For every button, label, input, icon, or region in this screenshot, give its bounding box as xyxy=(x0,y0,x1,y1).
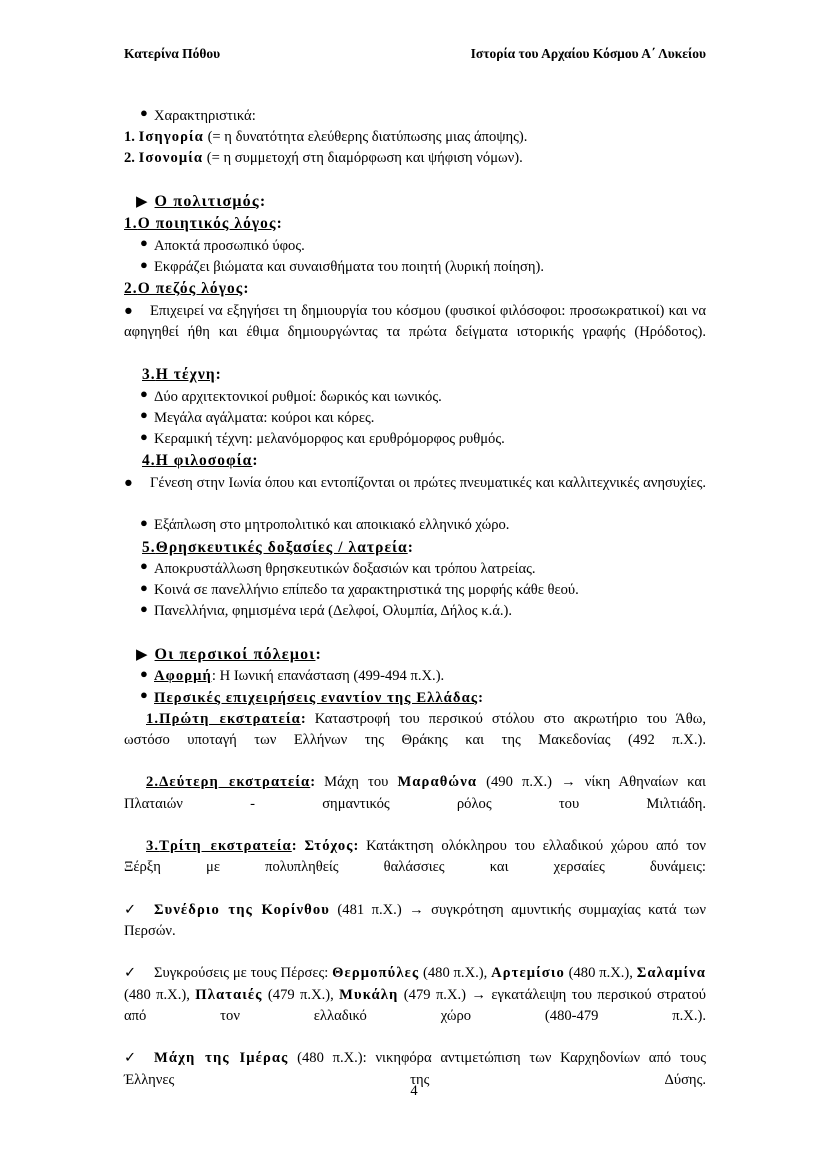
campaign-title-tail: : xyxy=(310,774,316,791)
campaign-title: Δεύτερη εκστρατεία xyxy=(159,774,311,791)
checkpoint-text-after: συγκρότηση αμυντικής συμμαχίας κατά των Περσών. xyxy=(124,901,706,939)
page-header xyxy=(124,46,706,62)
battle-name: Σαλαμίνα xyxy=(636,965,706,982)
subsection-number: 1. xyxy=(124,215,138,233)
checkpoint-item xyxy=(124,1048,706,1112)
section-heading-culture-text: Ο πολιτισμός xyxy=(154,192,260,210)
header-author: Κατερίνα Πόθου xyxy=(124,46,221,61)
bullet-icon: ● xyxy=(140,428,148,444)
battle-name: Μυκάλη xyxy=(339,986,399,1003)
checkpoint-text-mid: (481 π.Χ.) xyxy=(329,901,410,918)
characteristics-label-row xyxy=(124,106,706,127)
checkpoint-lead-text: Συγκρούσεις με τους Πέρσες: xyxy=(154,965,333,982)
campaign-item xyxy=(124,709,706,773)
bullet-text: Αποκρυστάλλωση θρησκευτικών δοξασιών και τρόπου λατρείας. xyxy=(154,560,536,577)
campaign-title-tail: : xyxy=(300,710,306,727)
triangle-icon: ▶ xyxy=(136,193,148,210)
check-icon: ✓ xyxy=(124,965,137,982)
checkpoint-text-after: (480 π.Χ.): νικηφόρα αντιμετώπιση των Καρχηδονίων από τους Έλληνες της Δύσης. xyxy=(124,1050,707,1088)
checkpoint-item xyxy=(124,900,706,964)
section-heading-culture xyxy=(124,190,706,214)
campaign-title-tail: : xyxy=(291,838,297,855)
characteristic-item xyxy=(124,148,706,169)
bullet-icon: ● xyxy=(140,600,148,616)
subsection-tail: : xyxy=(276,215,282,233)
subsection-heading xyxy=(124,450,706,472)
subsection-title: Ο πεζός λόγος xyxy=(137,280,244,298)
characteristic-item xyxy=(124,127,706,148)
document-body xyxy=(124,106,706,1112)
check-icon: ✓ xyxy=(124,901,137,918)
campaign-item xyxy=(124,772,706,836)
justified-bullet-paragraph xyxy=(124,473,706,515)
battle-date: (480 π.Χ.), xyxy=(419,965,492,982)
header-course: Ιστορία του Αρχαίου Κόσμου Α΄ Λυκείου xyxy=(470,46,706,61)
bullet-item xyxy=(124,580,706,601)
campaign-title: Τρίτη εκστρατεία xyxy=(159,838,292,855)
campaign-text: Καταστροφή του περσικού στόλου στο ακρωτήριο του Άθω, ωστόσο υποταγή των Ελλήνων της Θράκης και της Μακεδονίας (492 π.Χ.). xyxy=(124,710,706,749)
bullet-icon: ● xyxy=(140,558,148,574)
campaigns-heading-tail: : xyxy=(478,689,483,706)
bullet-icon: ● xyxy=(140,105,148,121)
bullet-icon: ● xyxy=(140,235,148,251)
bullet-item xyxy=(124,559,706,580)
bullet-icon: ● xyxy=(140,579,148,595)
bullet-text: Μεγάλα αγάλματα: κούροι και κόρες. xyxy=(154,410,375,426)
bullet-icon: ● xyxy=(140,256,148,272)
subsection-title: Θρησκευτικές δοξασίες / λατρεία xyxy=(155,538,408,556)
bullet-icon: ● xyxy=(124,302,133,319)
subsection-title: Η φιλοσοφία xyxy=(155,452,253,470)
characteristic-number: 2. xyxy=(124,150,135,167)
spacer xyxy=(124,623,706,643)
campaign-item xyxy=(124,836,706,900)
campaigns-heading-row xyxy=(124,688,706,709)
campaign-title: Πρώτη εκστρατεία xyxy=(159,710,301,727)
bullet-text: Εκφράζει βιώματα και συναισθήματα του ποιητή (λυρική ποίηση). xyxy=(154,259,545,276)
battle-date: (479 π.Χ.), xyxy=(262,986,340,1003)
characteristics-label: Χαρακτηριστικά: xyxy=(154,108,256,124)
arrow-icon: → xyxy=(409,901,424,918)
subsection-tail: : xyxy=(243,280,249,298)
bullet-item xyxy=(124,601,706,622)
campaigns-heading: Περσικές επιχειρήσεις εναντίον της Ελλάδας xyxy=(154,689,479,706)
campaign-text-before: Μάχη του xyxy=(315,774,398,791)
bullet-item xyxy=(124,257,706,278)
section-heading-culture-tail: : xyxy=(259,192,266,210)
checkpoint-item-battles xyxy=(124,963,706,1048)
spacer xyxy=(124,170,706,190)
battle-name: Αρτεμίσιο xyxy=(491,965,565,982)
bullet-text: Εξάπλωση στο μητροπολιτικό και αποικιακό ελληνικό χώρο. xyxy=(154,517,510,534)
subsection-title: Ο ποιητικός λόγος xyxy=(137,215,277,233)
characteristic-desc: (= η συμμετοχή στη διαμόρφωση και ψήφιση νόμων). xyxy=(203,150,523,167)
characteristic-term: Ισηγορία xyxy=(138,129,204,146)
arrow-icon: → xyxy=(561,774,576,791)
campaign-goal-tail: : xyxy=(353,838,359,855)
cause-text: : Η Ιωνική επανάσταση (499-494 π.Χ.). xyxy=(211,668,445,685)
section-heading-persian-wars-text: Οι περσικοί πόλεμοι xyxy=(154,645,316,663)
section-heading-persian-wars xyxy=(124,643,706,667)
campaign-goal-label: Στόχος xyxy=(304,838,354,855)
battle-date: (479 π.Χ.) xyxy=(398,986,472,1003)
checkpoint-emphasis: Μάχη της Ιμέρας xyxy=(154,1050,289,1067)
cause-row xyxy=(124,666,706,687)
subsection-number: 5. xyxy=(142,538,156,556)
bullet-item xyxy=(124,387,706,408)
battle-date: (480 π.Χ.), xyxy=(564,965,637,982)
campaign-text-after: νίκη Αθηναίων και Πλαταιών - σημαντικός ρόλος του Μιλτιάδη. xyxy=(124,774,706,812)
check-icon: ✓ xyxy=(124,1050,137,1067)
subsection-heading xyxy=(124,364,706,386)
subsection-heading xyxy=(124,213,706,235)
bullet-icon: ● xyxy=(140,665,148,681)
page-content xyxy=(124,46,706,1112)
checkpoint-text-after: εγκατάλειψη του περσικού στρατού από τον ελλαδικό χώρο (480-479 π.Χ.). xyxy=(124,986,706,1024)
characteristic-term: Ισονομία xyxy=(138,150,204,167)
battle-name: Θερμοπύλες xyxy=(332,965,420,982)
bullet-icon: ● xyxy=(140,386,148,402)
subsection-number: 3. xyxy=(142,366,156,384)
bullet-item xyxy=(124,408,706,429)
campaign-number: 2. xyxy=(146,774,160,791)
subsection-number: 2. xyxy=(124,280,138,298)
arrow-icon: → xyxy=(471,986,486,1003)
paragraph-text: Επιχειρεί να εξηγήσει τη δημιουργία του κόσμου (φυσικοί φιλόσοφοι: προσωκρατικοί) και να αφηγηθεί ήθη και έθιμα δημιουργώντας τα πρώτα δείγματα ιστορικής γραφής (Ηρόδοτος). xyxy=(124,302,706,340)
campaign-emphasis: Μαραθώνα xyxy=(397,774,478,791)
section-heading-persian-wars-tail: : xyxy=(315,645,321,663)
bullet-icon: ● xyxy=(140,687,148,703)
bullet-item xyxy=(124,429,706,450)
cause-term: Αφορμή xyxy=(154,668,212,685)
subsection-heading xyxy=(124,537,706,559)
paragraph-text: Γένεση στην Ιωνία όπου και εντοπίζονται οι πρώτες πνευματικές και καλλιτεχνικές ανησυχίες. xyxy=(150,474,706,491)
subsection-heading xyxy=(124,278,706,300)
justified-bullet-paragraph xyxy=(124,301,706,365)
subsection-tail: : xyxy=(215,366,221,384)
battle-name: Πλαταιές xyxy=(195,986,263,1003)
subsection-title: Η τέχνη xyxy=(155,366,216,384)
campaign-text-mid: (490 π.Χ.) xyxy=(477,774,562,791)
checkpoint-emphasis: Συνέδριο της Κορίνθου xyxy=(154,901,330,918)
characteristic-desc: (= η δυνατότητα ελεύθερης διατύπωσης μιας άποψης). xyxy=(203,129,528,146)
bullet-text: Κοινά σε πανελλήνιο επίπεδο τα χαρακτηριστικά της μορφής κάθε θεού. xyxy=(154,582,579,599)
bullet-text: Δύο αρχιτεκτονικοί ρυθμοί: δωρικός και ιωνικός. xyxy=(154,388,442,405)
subsection-tail: : xyxy=(252,452,258,470)
subsection-tail: : xyxy=(407,538,413,556)
campaign-number: 3. xyxy=(146,838,160,855)
bullet-text: Κεραμική τέχνη: μελανόμορφος και ερυθρόμορφος ρυθμός. xyxy=(154,431,505,448)
bullet-item xyxy=(124,236,706,257)
bullet-text: Αποκτά προσωπικό ύφος. xyxy=(154,237,305,254)
bullet-icon: ● xyxy=(140,514,148,530)
characteristic-number: 1. xyxy=(124,129,135,146)
bullet-icon: ● xyxy=(140,407,148,423)
page-number: 4 xyxy=(410,1083,418,1099)
bullet-icon: ● xyxy=(124,474,133,491)
triangle-icon: ▶ xyxy=(136,646,148,663)
campaign-number: 1. xyxy=(146,710,160,727)
bullet-text: Πανελλήνια, φημισμένα ιερά (Δελφοί, Ολυμπία, Δήλος κ.ά.). xyxy=(154,603,513,620)
campaign-text: Κατάκτηση ολόκληρου του ελλαδικού χώρου από τον Ξέρξη με πολυπληθείς θαλάσσιες και χερσαίες δυνάμεις: xyxy=(124,838,706,876)
battle-date: (480 π.Χ.), xyxy=(124,986,196,1003)
bullet-item xyxy=(124,515,706,536)
subsection-number: 4. xyxy=(142,452,156,470)
